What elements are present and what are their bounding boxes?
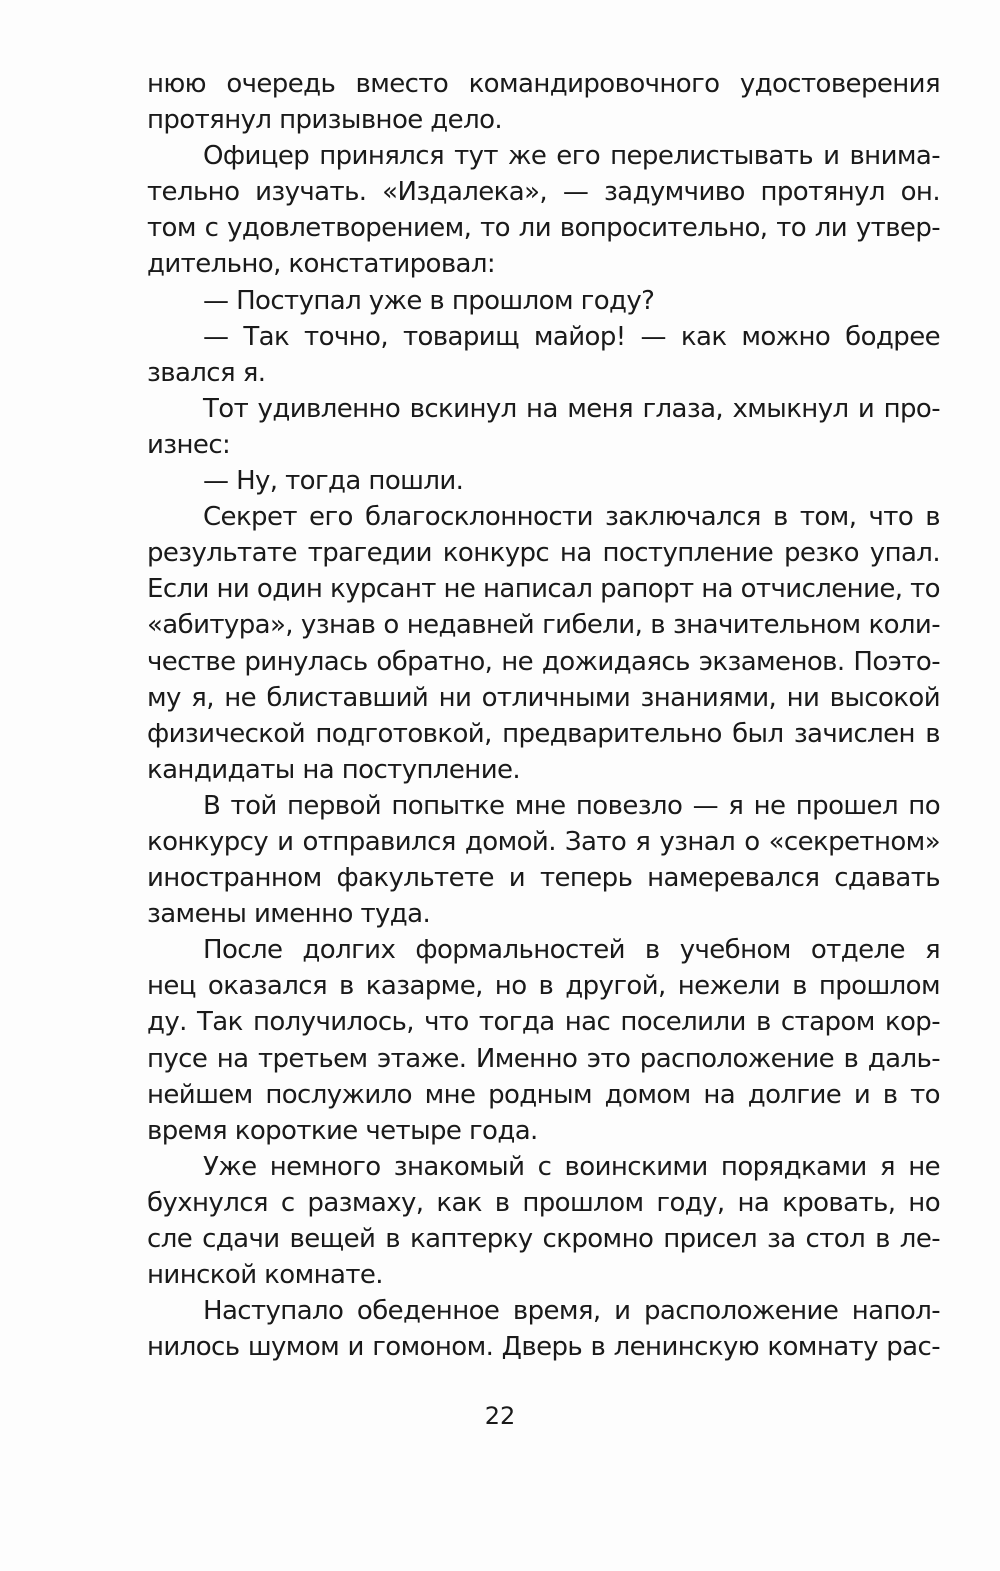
text-line: нюю очередь вместо командировочного удостоверения	[147, 69, 940, 99]
text-line: том с удовлетворением, то ли вопросительно, то ли утвер-	[147, 213, 940, 244]
body-text	[147, 66, 940, 1365]
text-line: «абитура», узнав о недавней гибели, в значительном коли-	[147, 610, 940, 641]
text-line: Тот удивленно вскинул на меня глаза, хмыкнул и про-	[203, 393, 940, 424]
text-line: кандидаты на поступление.	[147, 754, 521, 785]
text-line: физической подготовкой, предварительно был зачислен в	[147, 718, 940, 749]
text-line: иностранном факультете и теперь намеревался сдавать	[147, 863, 940, 894]
text-line: дительно, констатировал:	[147, 249, 496, 280]
text-line: После долгих формальностей в учебном отделе я	[203, 935, 940, 966]
text-line: конкурсу и отправился домой. Зато я узнал о «секретном»	[147, 826, 940, 857]
text-line: замены именно туда.	[147, 899, 431, 930]
text-line: сле сдачи вещей в каптерку скромно присел за стол в ле-	[147, 1224, 940, 1254]
text-line: изнес:	[147, 429, 231, 460]
text-line: Если ни один курсант не написал рапорт на отчисление, то	[147, 574, 940, 605]
page-number: 22	[484, 1402, 516, 1430]
text-line: честве ринулась обратно, не дожидаясь экзаменов. Поэто-	[147, 646, 940, 677]
text-line: нилось шумом и гомоном. Дверь в ленинскую комнату рас-	[147, 1332, 940, 1363]
text-line: Офицер принялся тут же его перелистывать и внима-	[203, 141, 940, 172]
text-line: — Ну, тогда пошли.	[203, 466, 464, 497]
text-line: му я, не блиставший ни отличными знаниями, ни высокой	[147, 682, 940, 713]
text-line: звался я.	[147, 357, 266, 388]
text-line: нец оказался в казарме, но в другой, нежели в прошлом	[147, 971, 940, 1002]
text-line: — Поступал уже в прошлом году?	[203, 285, 655, 316]
text-line: протянул призывное дело.	[147, 105, 503, 136]
text-line: ду. Так получилось, что тогда нас поселили в старом кор-	[147, 1007, 940, 1038]
text-line: Секрет его благосклонности заключался в том, что в	[203, 502, 940, 533]
text-line: тельно изучать. «Издалека», — задумчиво протянул он.	[147, 177, 940, 208]
text-line: нинской комнате.	[147, 1260, 383, 1291]
text-line: пусе на третьем этаже. Именно это расположение в даль-	[147, 1043, 940, 1074]
text-line: — Так точно, товарищ майор! — как можно бодрее	[203, 321, 940, 352]
text-line: Уже немного знакомый с воинскими порядками я не	[203, 1151, 940, 1182]
text-line: Наступало обеденное время, и расположение напол-	[203, 1296, 940, 1327]
text-line: В той первой попытке мне повезло — я не прошел по	[203, 790, 940, 821]
text-line: нейшем послужило мне родным домом на долгие и в то	[147, 1079, 940, 1110]
text-line: время короткие четыре года.	[147, 1115, 538, 1146]
text-line: результате трагедии конкурс на поступление резко упал.	[147, 538, 940, 569]
text-line: бухнулся с размаху, как в прошлом году, на кровать, но	[147, 1187, 940, 1218]
